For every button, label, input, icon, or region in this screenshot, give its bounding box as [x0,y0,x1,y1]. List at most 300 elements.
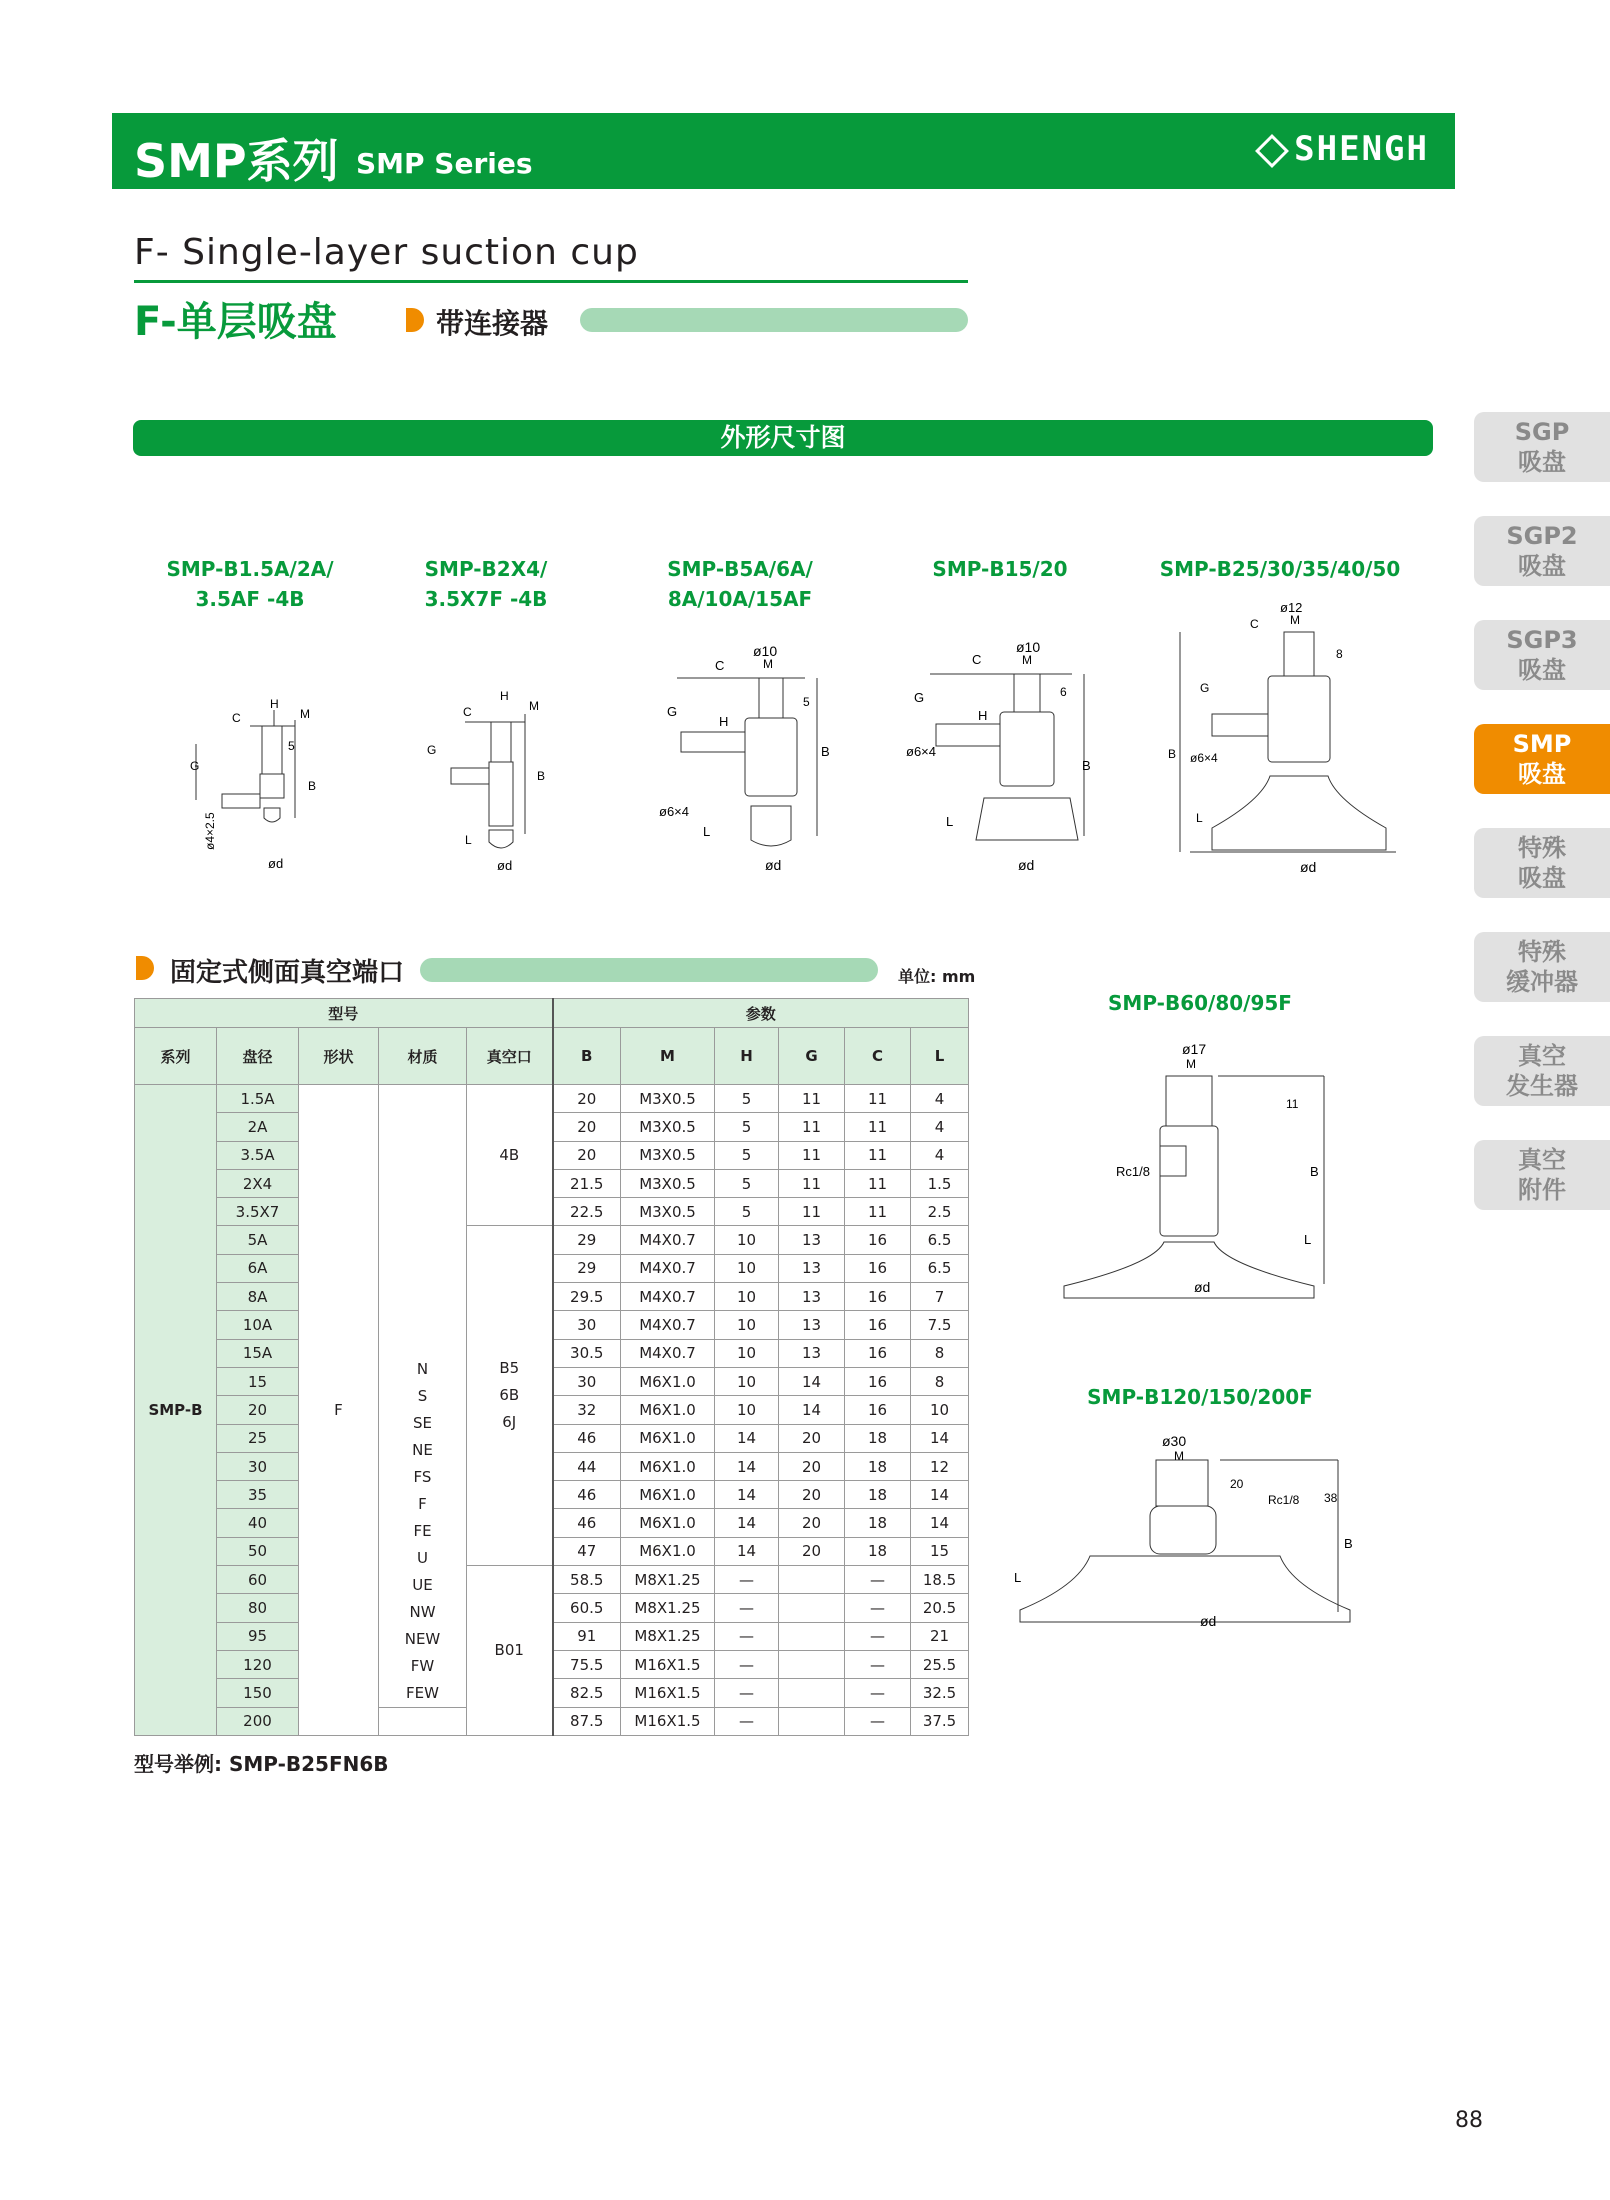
side-tab-line2: 缓冲器 [1506,968,1578,996]
param-cell: — [845,1707,911,1735]
param-cell: 14 [911,1481,969,1509]
column-header: H [715,1028,779,1085]
table-row [135,1424,969,1452]
param-cell: 8 [911,1339,969,1367]
size-cell: 6A [217,1254,299,1282]
side-tab-line1: 真空 [1518,1146,1566,1174]
model-label-2-line2: 3.5X7F -4B [424,587,548,611]
param-cell: 11 [845,1169,911,1197]
param-cell: 20 [553,1085,621,1113]
param-cell: — [845,1566,911,1594]
param-cell: M4X0.7 [621,1283,715,1311]
param-cell: 14 [715,1537,779,1565]
param-cell: — [715,1594,779,1622]
param-cell: 14 [911,1424,969,1452]
side-tab-line1: SGP2 [1506,522,1578,550]
param-cell: 16 [845,1311,911,1339]
size-cell: 95 [217,1622,299,1650]
column-header: 系列 [135,1028,217,1085]
spec-table [134,998,969,1736]
table-row [135,1367,969,1395]
header-title-en: SMP Series [356,147,533,180]
d2-d-label: ød [497,858,513,873]
d1-barb [222,794,260,808]
side-tab-5[interactable] [1474,932,1610,1002]
column-header: G [779,1028,845,1085]
material-item: SE [413,1413,432,1432]
param-cell: 58.5 [553,1566,621,1594]
side-tab-0[interactable] [1474,412,1610,482]
d1-C-label: C [232,711,241,725]
param-cell: M6X1.0 [621,1509,715,1537]
param-cell [779,1622,845,1650]
side-tab-line2: 吸盘 [1518,656,1566,684]
table-row [135,1566,969,1594]
d6-body [1166,1076,1212,1126]
d4-B-label: B [1082,758,1091,773]
param-cell: 20 [779,1481,845,1509]
size-cell: 2A [217,1113,299,1141]
d1-body [262,726,282,774]
param-cell: 10 [715,1367,779,1395]
param-cell: M4X0.7 [621,1339,715,1367]
d3-hex [745,718,797,796]
table-row [135,1141,969,1169]
param-cell: 11 [845,1141,911,1169]
d4-L-label: L [946,814,954,829]
model-label-1 [150,554,350,614]
port-label: 4B [499,1145,520,1164]
side-tab-line1: SMP [1512,730,1572,758]
param-cell: 18 [845,1481,911,1509]
d3-M-label: M [763,657,773,671]
decor-pill [580,308,968,332]
param-cell: 14 [779,1367,845,1395]
d4-M-label: M [1022,653,1032,667]
param-cell: 5 [715,1169,779,1197]
param-cell: 29.5 [553,1283,621,1311]
d7-M-label: M [1174,1449,1184,1463]
port-label: B5 [499,1359,520,1378]
d6-M-label: M [1186,1057,1196,1071]
param-cell: 16 [845,1226,911,1254]
column-header: 材质 [379,1028,467,1085]
size-cell: 2X4 [217,1169,299,1197]
d3-G-label: G [667,704,678,719]
param-cell: 21 [911,1622,969,1650]
model-label-3 [640,554,840,614]
column-header: C [845,1028,911,1085]
param-cell: 7 [911,1283,969,1311]
param-cell: 29 [553,1226,621,1254]
param-cell: 46 [553,1424,621,1452]
d5-d6-label: ø6×4 [1190,751,1218,765]
param-cell: — [715,1566,779,1594]
d5-8-label: 8 [1336,647,1343,661]
param-cell: 16 [845,1339,911,1367]
column-header: B [553,1028,621,1085]
side-tab-line2: 发生器 [1506,1072,1578,1100]
param-cell: 21.5 [553,1169,621,1197]
d4-body [1014,674,1040,712]
material-item: NW [409,1602,436,1621]
d5-M-label: M [1290,613,1300,627]
side-tab-line1: SGP [1514,418,1570,446]
d4-d-label: ød [1018,857,1035,873]
port-cell [467,1566,553,1736]
param-cell: M8X1.25 [621,1566,715,1594]
param-cell: 10 [715,1339,779,1367]
side-tab-line1: 特殊 [1518,938,1566,966]
side-tab-line2: 吸盘 [1518,552,1566,580]
section-marker-icon-2 [136,956,154,980]
param-cell: 18 [845,1424,911,1452]
param-cell: 32 [553,1396,621,1424]
param-cell [779,1650,845,1678]
table-row [135,1254,969,1282]
d4-barb [936,724,1000,746]
table-row [135,1537,969,1565]
size-cell: 40 [217,1509,299,1537]
d6-hex [1160,1126,1218,1236]
column-header: M [621,1028,715,1085]
param-cell: 20 [779,1537,845,1565]
table-row [135,1113,969,1141]
d4-G-label: G [914,690,925,705]
table-row [135,1594,969,1622]
d4-hex [1000,712,1054,786]
param-cell: 20.5 [911,1594,969,1622]
drawing-b5a [655,636,835,880]
model-label-5-line1: SMP-B25/30/35/40/50 [1159,557,1401,581]
group-header-params: 参数 [553,999,969,1028]
drawing-b2x4 [405,684,565,880]
param-cell: 47 [553,1537,621,1565]
d6-L-label: L [1304,1232,1312,1247]
d7-B-label: B [1344,1536,1353,1551]
drawing-b15 [900,630,1100,880]
d1-G-label: G [190,759,200,773]
param-cell: 11 [779,1085,845,1113]
size-cell: 150 [217,1679,299,1707]
param-cell: 25.5 [911,1650,969,1678]
d4-cup [976,798,1078,840]
d7-body [1156,1460,1208,1506]
model-label-4 [900,554,1100,584]
table-row [135,1085,969,1113]
param-cell: M6X1.0 [621,1452,715,1480]
model-label-2-line1: SMP-B2X4/ [424,557,548,581]
param-cell: 82.5 [553,1679,621,1707]
size-cell: 120 [217,1650,299,1678]
port-label: 6B [499,1386,520,1405]
model-label-1-line1: SMP-B1.5A/2A/ [166,557,334,581]
param-cell [779,1594,845,1622]
shape-cell: F [299,1085,379,1736]
param-cell: 13 [779,1311,845,1339]
param-cell: M3X0.5 [621,1169,715,1197]
model-label-3-line1: SMP-B5A/6A/ [667,557,813,581]
param-cell: 11 [779,1198,845,1226]
size-cell: 200 [217,1707,299,1735]
drawing-b1-5a [170,690,330,880]
d3-cup [751,806,791,846]
d4-d6-label: ø6×4 [906,744,936,759]
material-item: UE [412,1575,433,1594]
param-cell: — [845,1650,911,1678]
param-cell [779,1707,845,1735]
d2-C-label: C [463,705,472,719]
param-cell: 75.5 [553,1650,621,1678]
size-cell: 60 [217,1566,299,1594]
param-cell: 14 [715,1481,779,1509]
table-row [135,1339,969,1367]
group-header-model: 型号 [135,999,553,1028]
param-cell: 18.5 [911,1566,969,1594]
param-cell: 6.5 [911,1226,969,1254]
param-cell: 12 [911,1452,969,1480]
side-tab-2[interactable] [1474,620,1610,690]
brand-logo [1260,129,1429,169]
param-cell: 11 [845,1113,911,1141]
param-cell: 11 [779,1141,845,1169]
param-cell: 10 [715,1396,779,1424]
param-cell: 5 [715,1113,779,1141]
model-example: 型号举例: SMP-B25FN6B [134,1752,389,1776]
param-cell: 11 [845,1198,911,1226]
d2-G-label: G [427,743,437,757]
size-cell: 1.5A [217,1085,299,1113]
size-cell: 3.5X7 [217,1198,299,1226]
drawing-b60 [1060,1036,1340,1302]
d5-body [1284,632,1314,676]
table-row [135,1311,969,1339]
table-row [135,1707,969,1735]
port-cell [467,1085,553,1226]
d3-L-label: L [703,824,711,839]
param-cell: 18 [845,1452,911,1480]
d3-5-label: 5 [803,695,810,709]
param-cell [779,1566,845,1594]
d3-H-label: H [719,714,729,729]
d2-H-label: H [500,689,509,703]
param-cell: 30 [553,1367,621,1395]
param-cell: 4 [911,1113,969,1141]
d5-B-label: B [1168,747,1177,761]
table-row [135,1452,969,1480]
param-cell: 37.5 [911,1707,969,1735]
param-cell: 10 [715,1254,779,1282]
param-cell: 13 [779,1283,845,1311]
d6-rc-label: Rc1/8 [1116,1164,1150,1179]
column-header: 盘径 [217,1028,299,1085]
side-tab-line1: 特殊 [1518,834,1566,862]
section-banner: 外形尺寸图 [133,420,1433,456]
param-cell: M4X0.7 [621,1254,715,1282]
d5-C-label: C [1250,617,1259,631]
param-cell: 13 [779,1226,845,1254]
material-item: S [417,1386,428,1405]
d7-L-label: L [1014,1570,1022,1585]
size-cell: 15A [217,1339,299,1367]
d3-C-label: C [715,658,725,673]
param-cell: 14 [715,1509,779,1537]
size-cell: 8A [217,1283,299,1311]
param-cell: 18 [845,1537,911,1565]
size-cell: 50 [217,1537,299,1565]
header-title-cn: SMP系列 [134,134,339,188]
side-tab-1[interactable] [1474,516,1610,586]
param-cell: 20 [779,1452,845,1480]
param-cell: M3X0.5 [621,1198,715,1226]
column-header: L [911,1028,969,1085]
model-label-4-line1: SMP-B15/20 [932,557,1068,581]
page-header [112,113,1455,189]
d3-d10-label: ø10 [753,643,778,659]
d1-d-label: ød [268,856,284,871]
d6-11-label: 11 [1286,1097,1299,1111]
size-cell: 25 [217,1424,299,1452]
param-cell: 10 [911,1396,969,1424]
side-tab-6[interactable] [1474,1036,1610,1106]
d3-d-label: ød [765,857,782,873]
side-tab-3[interactable] [1474,724,1610,794]
side-tab-4[interactable] [1474,828,1610,898]
material-item: U [417,1548,428,1567]
size-cell: 80 [217,1594,299,1622]
page-number: 88 [1455,2108,1483,2133]
param-cell: M16X1.5 [621,1707,715,1735]
param-cell: 11 [845,1085,911,1113]
size-cell: 30 [217,1452,299,1480]
param-cell: M6X1.0 [621,1396,715,1424]
d6-cup [1064,1242,1314,1298]
d5-barb [1212,714,1268,736]
subtitle-divider [134,280,968,283]
param-cell: 46 [553,1509,621,1537]
d7-rc-label: Rc1/8 [1268,1493,1300,1507]
material-item: FE [413,1521,432,1540]
model-label-7 [1080,1382,1320,1412]
param-cell: 15 [911,1537,969,1565]
size-cell: 15 [217,1367,299,1395]
param-cell: M3X0.5 [621,1113,715,1141]
d4-H-label: H [978,708,988,723]
d5-d-label: ød [1300,859,1317,875]
d2-body [491,722,511,762]
d1-d4-label: ø4×2.5 [203,812,217,850]
d7-20-label: 20 [1230,1477,1244,1491]
model-label-5 [1150,554,1410,584]
material-item: FEW [406,1683,439,1702]
table-row [135,1509,969,1537]
d5-d12-label: ø12 [1280,600,1303,615]
side-tab-7[interactable] [1474,1140,1610,1210]
param-cell: M6X1.0 [621,1481,715,1509]
param-cell: M4X0.7 [621,1311,715,1339]
param-cell: 16 [845,1367,911,1395]
d3-body [759,678,783,718]
d1-hex [260,774,284,798]
port-label: 6J [502,1413,517,1432]
size-cell: 35 [217,1481,299,1509]
param-cell: — [845,1594,911,1622]
series-cell: SMP-B [135,1085,217,1736]
material-item: NEW [404,1629,441,1648]
d4-d10-label: ø10 [1016,639,1041,655]
table-section-title: 固定式侧面真空端口 [170,958,405,988]
param-cell: 5 [715,1198,779,1226]
d6-d-label: ød [1194,1279,1211,1295]
param-cell: 46 [553,1481,621,1509]
d5-L-label: L [1196,811,1203,825]
d2-barb [451,768,489,784]
drawing-b120 [1010,1432,1370,1632]
param-cell: 44 [553,1452,621,1480]
param-cell: M6X1.0 [621,1367,715,1395]
param-cell: — [715,1679,779,1707]
param-cell: 14 [715,1424,779,1452]
d5-hex [1268,676,1330,762]
d5-G-label: G [1200,681,1210,695]
param-cell: 4 [911,1141,969,1169]
size-cell: 20 [217,1396,299,1424]
param-cell: 14 [911,1509,969,1537]
size-cell: 5A [217,1226,299,1254]
param-cell: 8 [911,1367,969,1395]
param-cell: 13 [779,1254,845,1282]
param-cell: 13 [779,1339,845,1367]
param-cell: 91 [553,1622,621,1650]
subtitle-cn: F-单层吸盘 [134,299,337,345]
param-cell: 7.5 [911,1311,969,1339]
param-cell: 5 [715,1141,779,1169]
param-cell: 20 [553,1113,621,1141]
param-cell: 22.5 [553,1198,621,1226]
param-cell: 16 [845,1396,911,1424]
model-label-6 [1080,988,1320,1018]
param-cell: 18 [845,1509,911,1537]
d6-B-label: B [1310,1164,1319,1179]
param-cell: 30.5 [553,1339,621,1367]
brand-name: SHENGH [1294,129,1429,169]
param-cell: 16 [845,1283,911,1311]
subtitle-en: F- Single-layer suction cup [134,232,639,273]
table-row [135,1226,969,1254]
d3-d6-label: ø6×4 [659,804,689,819]
param-cell: M4X0.7 [621,1226,715,1254]
table-row [135,1396,969,1424]
param-cell: M16X1.5 [621,1679,715,1707]
param-cell: 5 [715,1085,779,1113]
d1-B-label: B [308,779,317,793]
d7-d-label: ød [1200,1613,1217,1629]
d2-cup [489,830,513,848]
param-cell: 1.5 [911,1169,969,1197]
d1-cup [264,808,280,822]
table-row [135,1481,969,1509]
param-cell: M6X1.0 [621,1537,715,1565]
side-tab-line2: 吸盘 [1518,760,1566,788]
d3-barb [681,732,745,752]
unit-label: 单位: mm [898,967,976,986]
material-item: FS [413,1467,432,1486]
param-cell: M8X1.25 [621,1594,715,1622]
param-cell: M3X0.5 [621,1141,715,1169]
param-cell: — [845,1679,911,1707]
d2-M-label: M [529,699,539,713]
size-cell: 10A [217,1311,299,1339]
